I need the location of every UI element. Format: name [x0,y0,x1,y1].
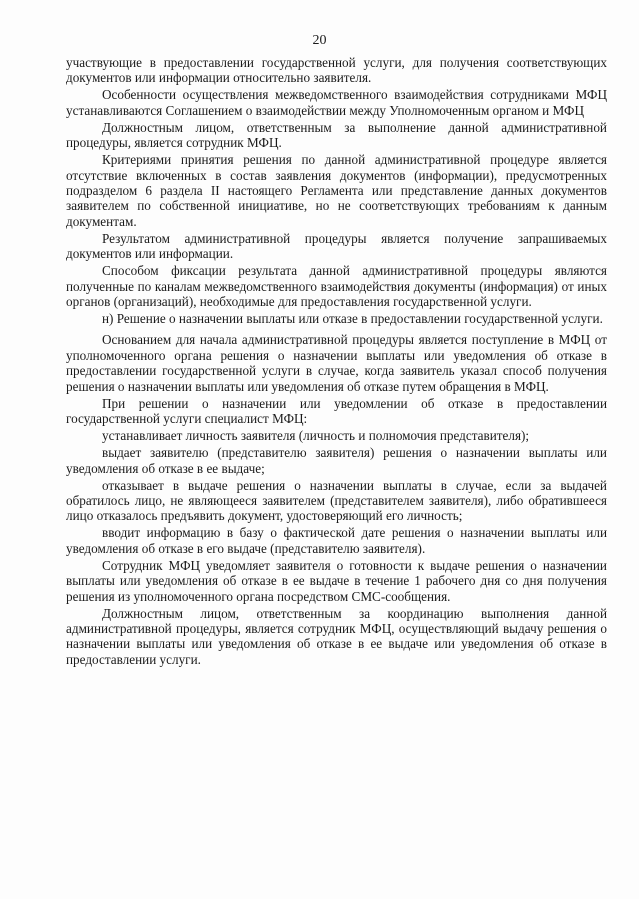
paragraph: Сотрудник МФЦ уведомляет заявителя о готовности к выдаче решения о назначении выплаты или уведомления об отказе в ее выдаче в течение 1 рабочего дня со дня получения решения из уполномоченного органа посредством СМС-сообщения. [66,557,607,604]
paragraph: Способом фиксации результата данной административной процедуры являются полученные по каналам межведомственного взаимодействия документы (информация) от иных органов (организаций), необходимые для предоставления государственной услуги. [66,263,607,310]
document-body [66,55,607,669]
paragraph: Критериями принятия решения по данной административной процедуре является отсутствие включенных в состав заявления документов (информации), предусмотренных подразделом 6 раздела II настоящего Регламента или представление данных документов заявителем по собственной инициативе, но не соответствующих требованиям к данным документам. [66,152,607,229]
paragraph: Должностным лицом, ответственным за выполнение данной административной процедуры, является сотрудник МФЦ. [66,119,607,151]
paragraph-continuation: участвующие в предоставлении государственной услуги, для получения соответствующих документов или информации относительно заявителя. [66,55,607,86]
paragraph: Особенности осуществления межведомственного взаимодействия сотрудниками МФЦ устанавливаются Соглашением о взаимодействии между Уполномоченным органом и МФЦ [66,87,607,118]
list-item: устанавливает личность заявителя (личность и полномочия представителя); [102,428,530,444]
paragraph: Основанием для начала административной процедуры является поступление в МФЦ от уполномоченного органа решения о назначении выплаты или уведомления об отказе в предоставлении государственной услуги в случае, когда заявитель указал способ получения решения о назначении выплаты или уведомления об отказе путем обращения в МФЦ. [66,332,607,394]
list-item: выдает заявителю (представителю заявителя) решения о назначении выплаты или уведомления об отказе в ее выдаче; [66,445,607,476]
paragraph: Результатом административной процедуры является получение запрашиваемых документов или информации. [66,230,607,262]
page-number: 20 [312,33,327,48]
section-heading: н) Решение о назначении выплаты или отказе в предоставлении государственной услуги. [102,311,603,327]
list-item: отказывает в выдаче решения о назначении выплаты в случае, если за выдачей обратилось лицо, не являющееся заявителем (представителем заявителя), либо обратившееся лицо отказалось предъявить документ, удостоверяющий его личность; [66,477,607,524]
paragraph: Должностным лицом, ответственным за координацию выполнения данной административной процедуры, является сотрудник МФЦ, осуществляющий выдачу решения о назначении выплаты или уведомления об отказе в ее выдаче или уведомления об отказе в предоставлении услуги. [66,605,607,667]
paragraph: При решении о назначении или уведомлении об отказе в предоставлении государственной услуги специалист МФЦ: [66,395,607,427]
list-item: вводит информацию в базу о фактической дате решения о назначении выплаты или уведомления об отказе в его выдаче (представителю заявителя). [66,525,607,556]
